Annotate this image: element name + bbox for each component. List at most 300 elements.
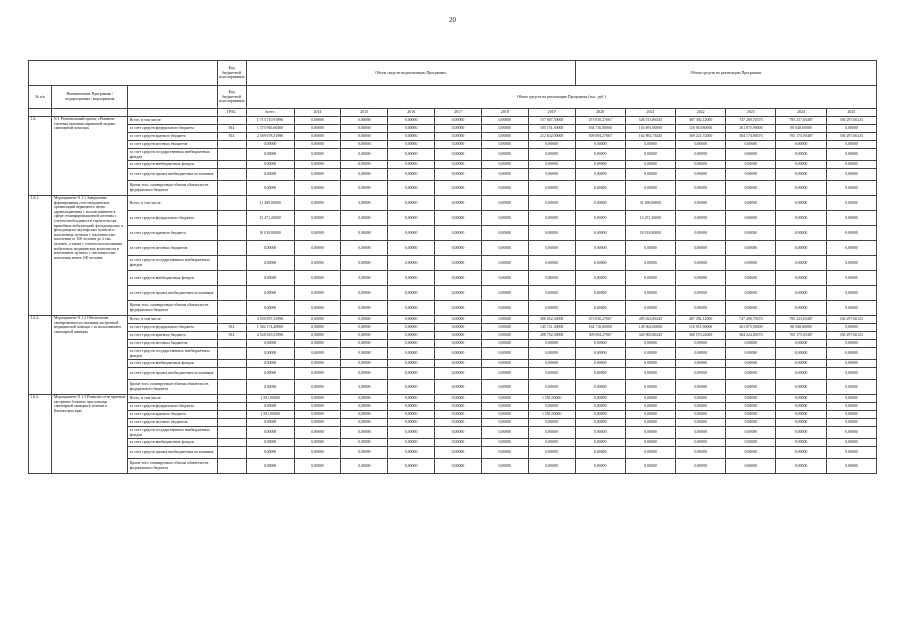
amount-year: 497 392,12000 [676, 117, 726, 125]
section-title: Мероприятие N 1.1 Завершение формирования сети медицинских организаций первичного звена здравоохранения с использованием в сфере геоинформационной системы с учетом необходимости строительства врачебных амбулаторий, фельдшерских и фельдшерско-акушерских пунктов и населенных пунктов с численностью населения от 100 человек до 2 тыс. человек, а также с учетом использования мобильных медицинских комплексов в населенных пунктах с численностью населения менее 100 человек [52, 196, 128, 316]
table-row [29, 256, 877, 271]
table-row [29, 271, 877, 286]
amount-year: 0,00000 [388, 301, 435, 316]
amount-year: 0,00000 [826, 348, 876, 360]
amount-year: 0,00000 [294, 447, 341, 459]
amount-year: 116 951,90000 [676, 324, 726, 332]
amount-year: 0,00000 [481, 226, 528, 241]
amount-year: 0,00000 [676, 395, 726, 403]
header-row-years [29, 109, 877, 117]
table-row [29, 395, 877, 403]
amount-year: 0,00000 [776, 271, 826, 286]
amount-year: 0,00000 [435, 447, 482, 459]
amount-year: 164 716,00000 [575, 324, 625, 332]
grbs-code: 814 [217, 133, 246, 141]
amount-year: 0,00000 [528, 181, 575, 196]
grbs-code [217, 271, 246, 286]
amount-year: 0,00000 [575, 169, 625, 181]
amount-year: 0,00000 [294, 125, 341, 133]
amount-total: 0,00000 [246, 241, 294, 256]
amount-year: 0,00000 [341, 427, 388, 439]
amount-year: 0,00000 [726, 419, 776, 427]
funding-source-label: за счет средств местных бюджетов [128, 340, 217, 348]
amount-year: 0,00000 [776, 256, 826, 271]
amount-year: 0,00000 [388, 256, 435, 271]
amount-year: 0,00000 [388, 368, 435, 380]
grbs-code [217, 340, 246, 348]
amount-year: 0,00000 [528, 149, 575, 161]
amount-year: 0,00000 [676, 211, 726, 226]
kbk-header: Код бюджетной классификации [217, 61, 246, 86]
amount-total: 3 050 857,31896 [246, 316, 294, 324]
amount-year: 0,00000 [481, 316, 528, 324]
table-row [29, 348, 877, 360]
amount-year: 0,00000 [726, 196, 776, 211]
amount-year: 0,00000 [826, 368, 876, 380]
amount-year: 0,00000 [826, 447, 876, 459]
table-row [29, 439, 877, 447]
amount-year: 0,00000 [776, 149, 826, 161]
volume-header: Объем средств на реализацию Программы [246, 61, 575, 86]
amount-year: 0,00000 [294, 348, 341, 360]
amount-year: 0,00000 [575, 226, 625, 241]
table-row [29, 117, 877, 125]
funding-source-label: за счет средств краевого бюджета [128, 411, 217, 419]
grbs-code: 814 [217, 125, 246, 133]
amount-year: 0,00000 [294, 256, 341, 271]
amount-year: 0,00000 [294, 427, 341, 439]
amount-year: 0,00000 [435, 348, 482, 360]
amount-year: 0,00000 [481, 301, 528, 316]
amount-total: 0,00000 [246, 360, 294, 368]
amount-year: 0,00000 [481, 256, 528, 271]
col-year-2022: 2022 [676, 109, 726, 117]
amount-year: 0,00000 [388, 125, 435, 133]
amount-year: 0,00000 [481, 340, 528, 348]
amount-year: 0,00000 [575, 149, 625, 161]
grbs-code [217, 286, 246, 301]
amount-year: 0,00000 [676, 403, 726, 411]
funding-source-label: Всего, в том числе: [128, 117, 217, 125]
amount-year: 0,00000 [676, 380, 726, 395]
amount-year: 0,00000 [625, 447, 675, 459]
amount-year: 356 297,66123 [826, 133, 876, 141]
amount-year: 0,00000 [481, 395, 528, 403]
amount-year: 0,00000 [435, 125, 482, 133]
amount-year: 0,00000 [435, 332, 482, 340]
table-row [29, 161, 877, 169]
amount-year: 0,00000 [294, 419, 341, 427]
grbs-code [217, 141, 246, 149]
amount-year: 705 175,05487 [776, 332, 826, 340]
funding-source-label: Кроме того, планируемые объемы обязательств федерального бюджета [128, 181, 217, 196]
amount-year: 0,00000 [341, 256, 388, 271]
amount-year: 80 048,60000 [776, 125, 826, 133]
amount-year: 0,00000 [676, 226, 726, 241]
grbs-code [217, 301, 246, 316]
amount-year: 0,00000 [575, 161, 625, 169]
funding-source-label: за счет средств внебюджетных фондов [128, 360, 217, 368]
amount-year: 0,00000 [435, 241, 482, 256]
funding-source-label: Кроме того, планируемые объемы обязательств федерального бюджета [128, 459, 217, 474]
section-title: Мероприятие N 1.2 Обеспечение своевременности оказания экстренной медицинской помощи с использованием санитарной авиации [52, 316, 128, 395]
amount-total: 18 018,80000 [246, 226, 294, 241]
amount-year: 0,00000 [528, 286, 575, 301]
amount-year: 0,00000 [625, 403, 675, 411]
amount-year: 0,00000 [826, 169, 876, 181]
amount-year: 0,00000 [625, 256, 675, 271]
amount-year: 0,00000 [826, 439, 876, 447]
amount-year: 0,00000 [435, 141, 482, 149]
amount-year: 0,00000 [341, 117, 388, 125]
amount-year: 0,00000 [481, 141, 528, 149]
amount-year: 0,00000 [528, 256, 575, 271]
col-year-2023: 2023 [726, 109, 776, 117]
amount-year: 0,00000 [826, 459, 876, 474]
amount-year: 0,00000 [676, 196, 726, 211]
amount-year: 0,00000 [726, 380, 776, 395]
amount-year: 0,00000 [528, 380, 575, 395]
amount-year: 0,00000 [776, 459, 826, 474]
amount-year: 473 810,27067 [575, 117, 625, 125]
amount-total: 1 591,00000 [246, 411, 294, 419]
funding-source-label: Всего, в том числе: [128, 196, 217, 211]
amount-year: 0,00000 [388, 211, 435, 226]
amount-year: 80 048,60000 [776, 324, 826, 332]
amount-year: 0,00000 [481, 332, 528, 340]
amount-year: 0,00000 [528, 226, 575, 241]
amount-year: 0,00000 [826, 196, 876, 211]
amount-year: 0,00000 [776, 380, 826, 395]
amount-year: 0,00000 [676, 411, 726, 419]
funding-source-label: за счет средств краевого бюджета [128, 332, 217, 340]
funding-source-label: за счет средств краевого бюджета [128, 226, 217, 241]
amount-year: 0,00000 [294, 226, 341, 241]
funding-source-label: за счет средств местных бюджетов [128, 141, 217, 149]
amount-year: 384 224,80370 [726, 332, 776, 340]
amount-year: 0,00000 [726, 411, 776, 419]
funding-source-label: Всего, в том числе: [128, 395, 217, 403]
amount-total: 0,00000 [246, 459, 294, 474]
amount-year: 0,00000 [435, 161, 482, 169]
amount-year: 0,00000 [575, 368, 625, 380]
amount-year: 0,00000 [294, 301, 341, 316]
amount-year: 0,00000 [388, 403, 435, 411]
amount-year: 487 392,12000 [676, 316, 726, 324]
table-row [29, 459, 877, 474]
amount-year: 361 875,90000 [726, 324, 776, 332]
amount-year: 0,00000 [575, 141, 625, 149]
amount-total: 0,00000 [246, 368, 294, 380]
funding-source-label: Кроме того, планируемые объемы обязательств федерального бюджета [128, 301, 217, 316]
amount-year: 0,00000 [575, 340, 625, 348]
funding-source-label: за счет средств прочих внебюджетных источников [128, 286, 217, 301]
grbs-code [217, 380, 246, 395]
amount-year: 0,00000 [625, 439, 675, 447]
amount-year: 0,00000 [726, 348, 776, 360]
amount-year: 0,00000 [341, 340, 388, 348]
amount-year: 0,00000 [388, 117, 435, 125]
table-row [29, 241, 877, 256]
amount-year: 0,00000 [726, 161, 776, 169]
amount-year: 0,00000 [826, 125, 876, 133]
amount-year: 0,00000 [826, 161, 876, 169]
amount-year: 0,00000 [481, 348, 528, 360]
funding-source-label: за счет средств федерального бюджета [128, 324, 217, 332]
amount-year: 0,00000 [726, 427, 776, 439]
amount-year: 0,00000 [776, 360, 826, 368]
amount-year: 356 297,66123 [826, 332, 876, 340]
amount-year: 0,00000 [826, 360, 876, 368]
amount-year: 0,00000 [388, 332, 435, 340]
amount-year: 0,00000 [625, 181, 675, 196]
amount-year: 0,00000 [341, 459, 388, 474]
amount-year: 0,00000 [625, 141, 675, 149]
kbk-header-2: Код бюджетной классификации [217, 86, 246, 109]
amount-year: 361 875,90000 [726, 125, 776, 133]
amount-year: 0,00000 [826, 427, 876, 439]
amount-year: 0,00000 [726, 301, 776, 316]
amount-year: 0,00000 [341, 226, 388, 241]
amount-year: 0,00000 [826, 211, 876, 226]
amount-year: 0,00000 [676, 286, 726, 301]
amount-year: 0,00000 [528, 211, 575, 226]
table-row [29, 301, 877, 316]
section-title: Мероприятие N 1.3 Развитие сети приемов экстренно больных при помощи санитарной авиации в течение в Камчатском крае [52, 395, 128, 474]
amount-total: 0,00000 [246, 403, 294, 411]
amount-year: 0,00000 [481, 368, 528, 380]
amount-year: 0,00000 [826, 271, 876, 286]
amount-year: 0,00000 [776, 241, 826, 256]
amount-year: 0,00000 [726, 459, 776, 474]
amount-year: 0,00000 [294, 149, 341, 161]
amount-year: 0,00000 [435, 181, 482, 196]
amount-year: 0,00000 [575, 395, 625, 403]
col-total: всего [246, 109, 294, 117]
amount-year: 0,00000 [575, 286, 625, 301]
amount-total: 1 373 965,60400 [246, 125, 294, 133]
col-no: № п/п [29, 86, 52, 109]
grbs-code: 814 [217, 332, 246, 340]
amount-year: 0,00000 [776, 439, 826, 447]
amount-year: 0,00000 [528, 403, 575, 411]
amount-year: 0,00000 [676, 161, 726, 169]
amount-total: 0,00000 [246, 439, 294, 447]
section-number: 1.6.3. [29, 395, 52, 474]
amount-year: 0,00000 [575, 181, 625, 196]
table-row [29, 286, 877, 301]
amount-year: 0,00000 [625, 395, 675, 403]
amount-year: 0,00000 [435, 301, 482, 316]
amount-year: 0,00000 [435, 411, 482, 419]
col-year-2019: 2019 [528, 109, 575, 117]
section-number: 1.6. [29, 117, 52, 196]
funding-source-label: за счет средств федерального бюджета [128, 211, 217, 226]
amount-year: 0,00000 [575, 211, 625, 226]
amount-year: 0,00000 [435, 256, 482, 271]
amount-year: 526 513,86345 [625, 117, 675, 125]
amount-total: 13 471,20000 [246, 211, 294, 226]
amount-year: 747 200,70370 [726, 117, 776, 125]
amount-year: 212 632,00000 [528, 133, 575, 141]
grbs-code [217, 241, 246, 256]
amount-year: 369 221,72000 [676, 133, 726, 141]
amount-year: 0,00000 [776, 301, 826, 316]
grbs-code [217, 256, 246, 271]
amount-year: 0,00000 [826, 340, 876, 348]
amount-year: 0,00000 [676, 271, 726, 286]
amount-year: 0,00000 [826, 301, 876, 316]
grbs-code [217, 181, 246, 196]
amount-year: 0,00000 [388, 447, 435, 459]
table-row [29, 196, 877, 211]
amount-year: 345 965,86345 [625, 332, 675, 340]
amount-year: 0,00000 [776, 427, 826, 439]
amount-year: 0,00000 [341, 141, 388, 149]
amount-year: 0,00000 [388, 439, 435, 447]
amount-year: 0,00000 [625, 241, 675, 256]
amount-year: 0,00000 [294, 324, 341, 332]
grbs-code [217, 117, 246, 125]
amount-total: 0,00000 [246, 301, 294, 316]
table-row [29, 125, 877, 133]
amount-year: 0,00000 [341, 149, 388, 161]
amount-total: 0,00000 [246, 419, 294, 427]
amount-year: 0,00000 [726, 149, 776, 161]
amount-year: 0,00000 [388, 141, 435, 149]
amount-year: 0,00000 [294, 340, 341, 348]
amount-year: 0,00000 [528, 196, 575, 211]
amount-year: 0,00000 [776, 368, 826, 380]
table-row [29, 332, 877, 340]
amount-year: 356 297,66123 [826, 117, 876, 125]
amount-year: 0,00000 [776, 286, 826, 301]
amount-year: 0,00000 [341, 380, 388, 395]
grbs-code [217, 161, 246, 169]
funding-source-label: за счет средств государственных внебюджетных фондов [128, 427, 217, 439]
amount-total: 0,00000 [246, 149, 294, 161]
amount-year: 0,00000 [294, 395, 341, 403]
grbs-code [217, 403, 246, 411]
amount-year: 0,00000 [528, 161, 575, 169]
amount-year: 0,00000 [625, 360, 675, 368]
amount-year: 0,00000 [676, 348, 726, 360]
amount-year: 0,00000 [676, 459, 726, 474]
table-row [29, 411, 877, 419]
amount-year: 0,00000 [341, 181, 388, 196]
amount-year: 0,00000 [294, 169, 341, 181]
amount-year: 0,00000 [776, 211, 826, 226]
col-year-2014: 2014 [294, 109, 341, 117]
amount-year: 0,00000 [294, 133, 341, 141]
amount-year: 0,00000 [776, 340, 826, 348]
table-row [29, 427, 877, 439]
amount-total: 31 490,00000 [246, 196, 294, 211]
table-row [29, 324, 877, 332]
amount-year: 0,00000 [625, 459, 675, 474]
amount-year: 356 297,66123 [826, 316, 876, 324]
amount-total: 0,00000 [246, 348, 294, 360]
grbs-code [217, 419, 246, 427]
amount-year: 0,00000 [388, 340, 435, 348]
grbs-code [217, 395, 246, 403]
amount-year: 0,00000 [481, 211, 528, 226]
amount-year: 0,00000 [726, 241, 776, 256]
amount-year: 0,00000 [435, 419, 482, 427]
amount-year: 0,00000 [388, 348, 435, 360]
amount-year: 0,00000 [481, 459, 528, 474]
amount-year: 0,00000 [294, 332, 341, 340]
amount-year: 0,00000 [388, 133, 435, 141]
amount-year: 0,00000 [294, 459, 341, 474]
amount-year: 0,00000 [294, 241, 341, 256]
amount-year: 0,00000 [776, 395, 826, 403]
amount-year: 0,00000 [481, 161, 528, 169]
amount-year: 0,00000 [481, 181, 528, 196]
amount-year: 0,00000 [294, 368, 341, 380]
amount-year: 0,00000 [776, 196, 826, 211]
amount-year: 0,00000 [776, 447, 826, 459]
amount-year: 0,00000 [435, 403, 482, 411]
amount-year: 0,00000 [726, 403, 776, 411]
amount-year: 0,00000 [435, 368, 482, 380]
amount-year: 0,00000 [481, 117, 528, 125]
amount-year: 0,00000 [726, 286, 776, 301]
page-number: 20 [449, 16, 456, 24]
amount-year: 0,00000 [826, 380, 876, 395]
amount-year: 0,00000 [388, 241, 435, 256]
amount-year: 0,00000 [528, 360, 575, 368]
amount-year: 309 094,27067 [575, 332, 625, 340]
amount-year: 0,00000 [625, 301, 675, 316]
amount-year: 0,00000 [776, 226, 826, 241]
amount-year: 0,00000 [676, 181, 726, 196]
amount-year: 1 591,00000 [528, 395, 575, 403]
amount-year: 0,00000 [341, 439, 388, 447]
amount-year: 0,00000 [341, 368, 388, 380]
amount-year: 0,00000 [625, 368, 675, 380]
amount-year: 0,00000 [676, 368, 726, 380]
amount-year: 0,00000 [625, 149, 675, 161]
amount-year: 163 691,00000 [625, 125, 675, 133]
amount-year: 0,00000 [625, 380, 675, 395]
amount-total: 0,00000 [246, 380, 294, 395]
amount-year: 785 237,65487 [776, 117, 826, 125]
col-year-2016: 2016 [388, 109, 435, 117]
amount-year: 0,00000 [528, 459, 575, 474]
amount-year: 785 223,65487 [776, 316, 826, 324]
amount-year: 0,00000 [726, 271, 776, 286]
amount-year: 309 094,27067 [575, 133, 625, 141]
amount-year: 0,00000 [528, 368, 575, 380]
amount-year: 0,00000 [341, 133, 388, 141]
amount-year: 0,00000 [575, 459, 625, 474]
amount-year: 0,00000 [776, 419, 826, 427]
amount-year: 0,00000 [294, 439, 341, 447]
amount-year: 208 702,30000 [528, 332, 575, 340]
amount-total: 2 528 619,31896 [246, 332, 294, 340]
amount-year: 0,00000 [676, 256, 726, 271]
amount-year: 0,00000 [435, 211, 482, 226]
grbs-code [217, 211, 246, 226]
amount-year: 0,00000 [676, 241, 726, 256]
amount-year: 0,00000 [726, 360, 776, 368]
col-year-2017: 2017 [435, 109, 482, 117]
amount-year: 157 607,30000 [528, 117, 575, 125]
amount-year: 0,00000 [826, 181, 876, 196]
amount-year: 0,00000 [435, 439, 482, 447]
funding-source-label: Всего, в том числе: [128, 316, 217, 324]
